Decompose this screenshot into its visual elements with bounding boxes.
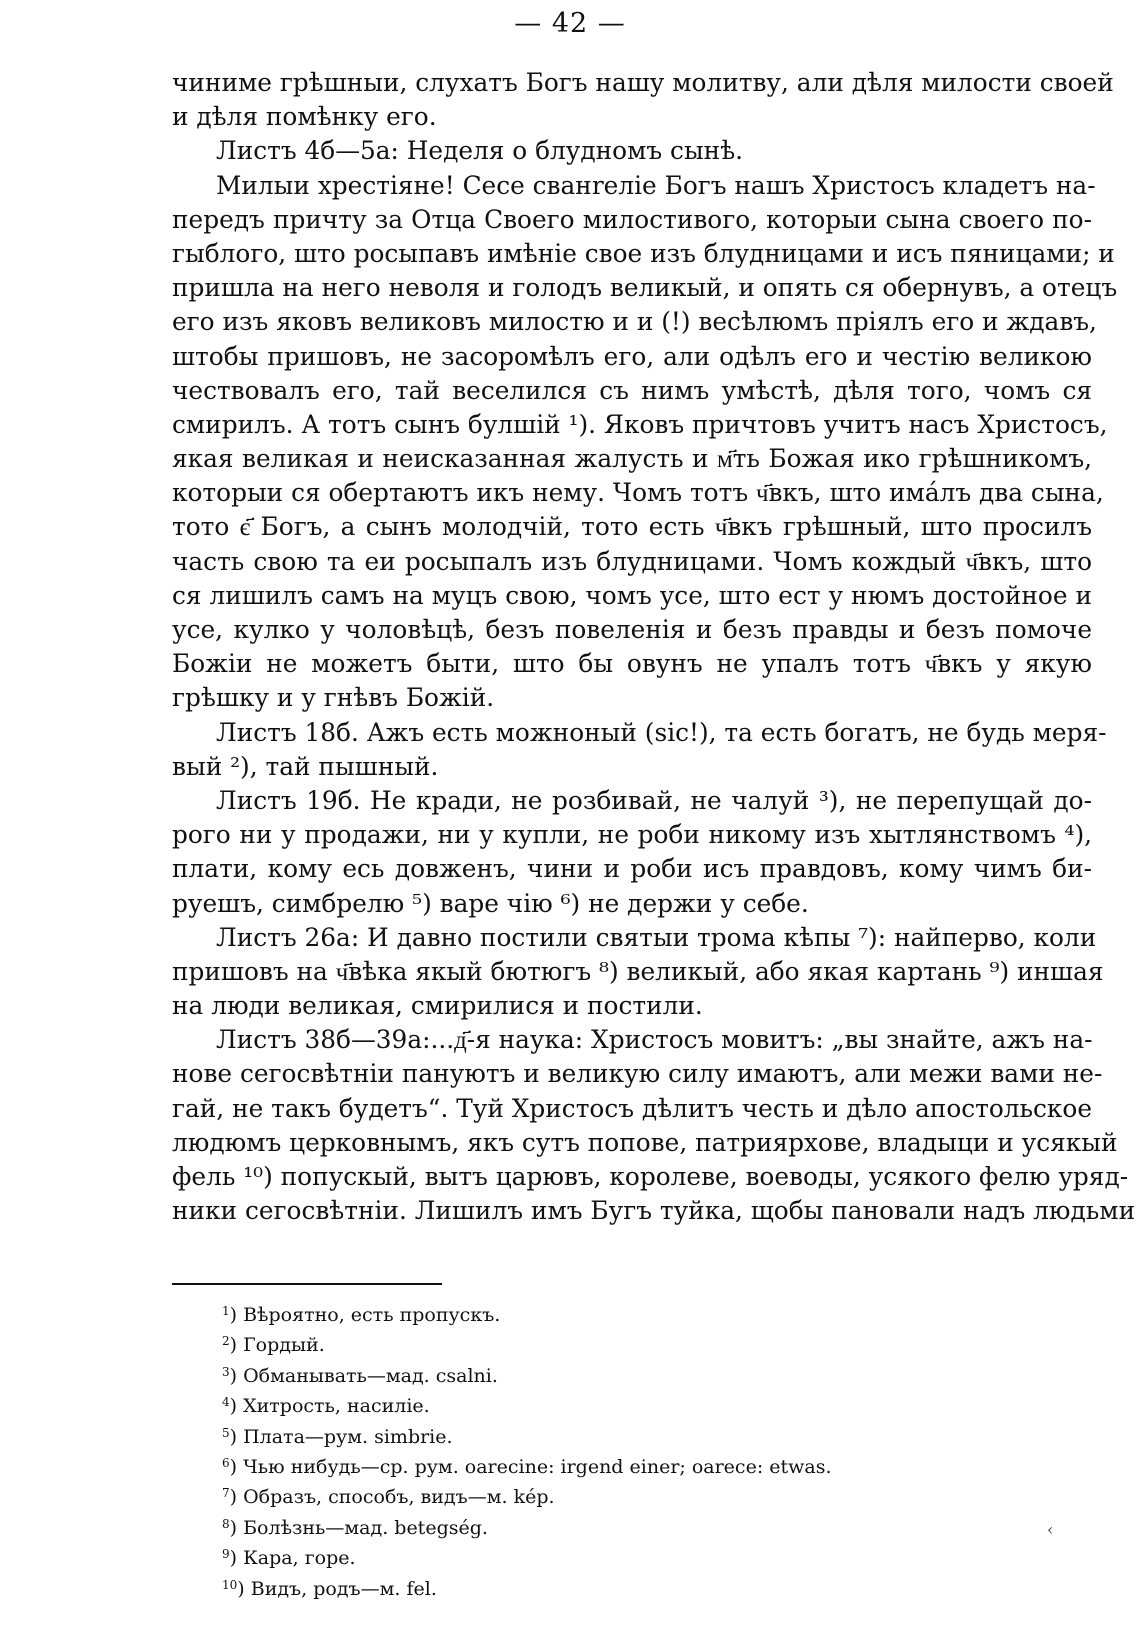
text-line: пришла на него неволя и голодъ великый, и опять ся обернувъ, а отецъ [172,273,1118,303]
text-line: Божіи не можетъ быти, што бы овунъ не упалъ тотъ ч҃вкъ у якую [172,649,1092,679]
footnote-text: ) Гордый. [229,1334,325,1357]
main-text [172,66,1136,1228]
text-line: Листъ 4б—5а: Неделя о блудномъ сынѣ. [216,136,744,166]
text-line: плати, кому есь довженъ, чини и роби исъ правдовъ, кому чимъ би- [172,854,1092,884]
footnote [222,1326,1022,1356]
text-line: рого ни у продажи, ни у купли, не роби никому изъ хытлянствомъ ⁴), [172,820,1092,850]
text-line: Листъ 19б. Не кради, не розбивай, не чалуй ³), не перепущай до- [216,785,1092,815]
footnote-text: ) Кара, горе. [229,1547,356,1570]
text-line: ники сегосвѣтніи. Лишилъ имъ Бугъ туйка, щобы пановали надъ людьми [172,1196,1136,1226]
text-line: вый ²), тай пышный. [172,751,439,781]
footnote-number: 3 [222,1364,230,1379]
margin-mark: ‹ [1047,1520,1054,1539]
footnote-text: ) Плата—рум. simbrie. [229,1425,453,1448]
footnote [222,1539,1022,1569]
footnote-text: ) Видъ, родъ—м. fel. [237,1577,437,1600]
text-line: смирилъ. А тотъ сынъ булшій ¹). Яковъ причтовъ учитъ насъ Христосъ, [172,409,1108,439]
text-line: часть свою та еи росыпалъ изъ блудницами. Чомъ кождый ч҃вкъ, што [172,546,1092,576]
text-line: грѣшку и у гнѣвъ Божій. [172,683,495,713]
text-line: чествовалъ его, тай веселился съ нимъ умѣстѣ, дѣля того, чомъ ся [172,375,1092,405]
text-line: передъ причту за Отца Своего милостивого, которыи сына своего по- [172,204,1092,234]
footnotes [222,1296,1022,1600]
footnote-number: 2 [222,1334,230,1349]
text-line: руешъ, симбрелю ⁵) варе чію ⁶) не держи у себе. [172,888,809,918]
text-line: нове сегосвѣтніи пануютъ и великую силу имаютъ, али межи вами не- [172,1059,1103,1089]
footnote-text: ) Чью нибудь—ср. рум. oarecine: irgend einer; oarece: etwas. [229,1455,832,1478]
text-line: и дѣля помѣнку его. [172,102,437,132]
text-line: на люди великая, смирилися и постили. [172,991,703,1021]
footnote [222,1418,1022,1448]
text-line: якая великая и неисказанная жалусть и м҃ть Божая ико грѣшникомъ, [172,444,1092,474]
footnote [222,1357,1022,1387]
text-line: Листъ 26а: И давно постили святыи трома кѣпы ⁷): найперво, коли [216,922,1097,952]
page-number: — 42 — [514,8,626,39]
footnote [222,1387,1022,1417]
text-line: ся лишилъ самъ на муцъ свою, чомъ усе, што ест у нюмъ достойное и [172,580,1092,610]
footnote-number: 8 [222,1516,230,1531]
text-line: Листъ 18б. Ажъ есть можноный (sic!), та есть богатъ, не будь меря- [216,717,1107,747]
footnote-number: 7 [222,1486,230,1501]
footnote [222,1478,1022,1508]
footnote-text: ) Болѣзнь—мад. betegség. [229,1516,488,1539]
footnote-number: 6 [222,1455,230,1470]
footnote-number: 4 [222,1395,230,1410]
footnote-number: 10 [222,1577,238,1592]
footnote-number: 1 [222,1304,230,1318]
footnote [222,1509,1022,1539]
footnote [222,1570,1022,1600]
text-line: гыблого, што росыпавъ имѣніе свое изъ блудницами и исъ пяницами; и [172,238,1115,268]
text-line: которыи ся обертаютъ икъ нему. Чомъ тотъ ч҃вкъ, што имáлъ два сына, [172,478,1104,508]
text-line: фель ¹⁰) попускый, вытъ царювъ, королеве, воеводы, усякого фелю уряд- [172,1162,1129,1191]
text-line: гай, не такъ будетъ“. Туй Христосъ дѣлитъ честь и дѣло апостольское [172,1093,1093,1123]
text-line: тото є҃ Богъ, а сынъ молодчій, тото есть ч҃вкъ грѣшный, што просилъ [172,512,1092,542]
text-line: усе, кулко у чоловѣцѣ, безъ повеленія и безъ правды и безъ помоче [172,615,1092,644]
footnote-number: 9 [222,1547,230,1562]
text-line: Листъ 38б—39а:...д҃-я наука: Христосъ мовитъ: „вы знайте, ажъ на- [216,1025,1093,1055]
footnote [222,1448,1022,1478]
text-line: его изъ яковъ великовъ милостю и и (!) весѣлюмъ пріялъ его и ждавъ, [172,307,1097,337]
text-line: штобы пришовъ, не засоромѣлъ его, али одѣлъ его и честію великою [172,341,1092,371]
footnote-text: ) Вѣроятно, есть пропускъ. [229,1304,501,1326]
text-line: чиниме грѣшныи, слухатъ Богъ нашу молитву, али дѣля милости своей [172,68,1114,97]
footnote-text: ) Обманывать—мад. csalni. [229,1364,498,1387]
text-line: Милыи хрестіяне! Сесе сванrеліе Богъ нашъ Христосъ кладетъ на- [216,170,1096,200]
text-line: людюмъ церковнымъ, якъ сутъ попове, патриярхове, владыци и усякый [172,1127,1118,1157]
footnote-divider [172,1283,442,1285]
text-line: пришовъ на ч҃вѣка якый бютюгъ ⁸) великый, або якая картань ⁹) иншая [172,956,1104,986]
footnote-text: ) Образъ, способъ, видъ—м. kép. [229,1486,555,1509]
footnote-text: ) Хитрость, насиліе. [229,1395,430,1418]
footnote [222,1296,1022,1326]
footnote-number: 5 [222,1425,230,1440]
